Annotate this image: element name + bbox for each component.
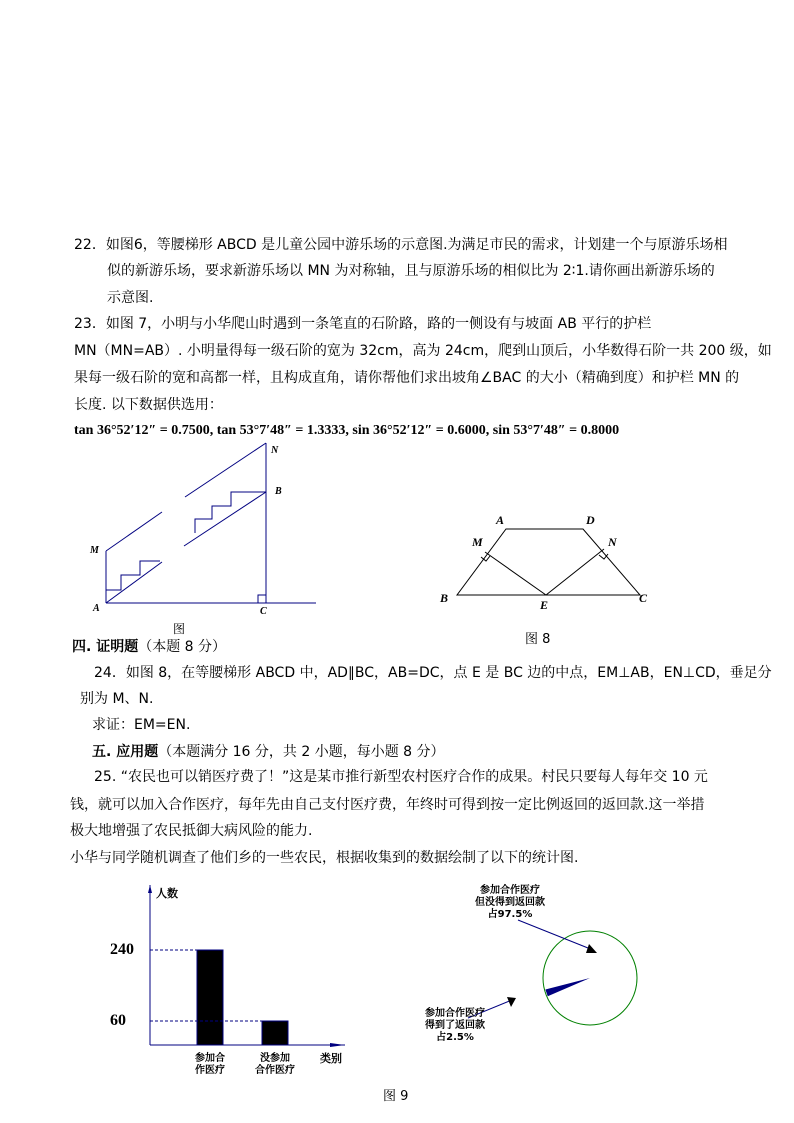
label-c: C (639, 591, 648, 605)
section-4-title: 四. 证明题 (72, 639, 139, 655)
pie-slice-2-5 (545, 978, 590, 996)
label-e: E (540, 598, 549, 612)
q23-line4: 长度. 以下数据供选用： (74, 397, 223, 413)
y-tick-label: 240 (110, 941, 134, 958)
pie-label-97-5: 参加合作医疗 但没得到返回款 占97.5% (475, 885, 545, 920)
q23-line3: 果每一级石阶的宽和高都一样，且构成直角，请你帮他们求出坡角∠BAC 的大小（精确到度）和护栏 MN 的 (74, 370, 740, 386)
label-n: N (608, 535, 617, 549)
q25-line2: 钱，就可以加入合作医疗，每年先由自己支付医疗费，年终时可得到按一定比例返回的返回款.这一举措 (70, 797, 705, 813)
label-a: A (93, 603, 100, 614)
label-m: M (472, 535, 483, 549)
q23-line1: 23．如图 7，小明与小华爬山时遇到一条笔直的石阶路，路的一侧设有与坡面 AB 平行的护栏 (74, 316, 652, 332)
q23-line2: MN（MN=AB）. 小明量得每一级石阶的宽为 32cm，高为 24cm，爬到山顶后，小华数得石阶一共 200 级，如 (74, 343, 772, 359)
label-d: D (586, 513, 595, 527)
x-axis-label: 类别 (320, 1052, 342, 1065)
section-4-note: （本题 8 分） (138, 639, 227, 655)
category-label: 没参加 合作医疗 (255, 1053, 295, 1076)
label-n: N (271, 445, 279, 456)
pie-label-2-5: 参加合作医疗 得到了返回款 占2.5% (425, 1008, 485, 1043)
q24-line1: 24．如图 8，在等腰梯形 ABCD 中，AD∥BC，AB=DC，点 E 是 BC 边的中点，EM⊥AB，EN⊥CD，垂足分 (94, 665, 772, 681)
label-c: C (260, 606, 267, 617)
fig7-caption: 图 (173, 622, 186, 636)
label-a: A (496, 513, 505, 527)
x-axis-arrow (330, 1043, 345, 1047)
fig8-caption: 图 8 (525, 632, 551, 647)
leader-arrow (586, 944, 597, 953)
bar-1 (262, 1021, 288, 1045)
fig9-caption: 图 9 (383, 1089, 409, 1104)
section-5-note: （本题满分 16 分，共 2 小题，每小题 8 分） (158, 744, 445, 760)
y-axis-label: 人数 (156, 887, 178, 900)
q22-line2: 似的新游乐场，要求新游乐场以 MN 为对称轴，且与原游乐场的相似比为 2∶1.请你画出新游乐场的 (107, 263, 715, 279)
q24-line2: 别为 M、N. (80, 691, 154, 707)
q22-line3: 示意图. (107, 290, 154, 306)
q25-line4: 小华与同学随机调查了他们乡的一些农民，根据收集到的数据绘制了以下的统计图. (70, 850, 579, 866)
label-m: M (90, 545, 99, 556)
y-axis-arrow (148, 885, 152, 893)
bar-0 (197, 950, 223, 1045)
category-label: 参加合 作医疗 (195, 1053, 225, 1076)
q24-line3: 求证：EM=EN. (92, 717, 191, 733)
label-b: B (440, 591, 449, 605)
q25-line3: 极大地增强了农民抵御大病风险的能力. (70, 823, 313, 839)
q25-line1: 25. “农民也可以销医疗费了！”这是某市推行新型农村医疗合作的成果。村民只要每人每年交 10 元 (94, 769, 708, 785)
trig-values: tan 36°52′12″ = 0.7500, tan 53°7′48″ = 1.3333, sin 36°52′12″ = 0.6000, sin 53°7′48″ = 0.8000 (74, 423, 620, 438)
y-tick-label: 60 (110, 1012, 126, 1029)
label-b: B (275, 486, 282, 497)
section-5-title: 五. 应用题 (92, 744, 159, 760)
q22-line1: 22．如图6，等腰梯形 ABCD 是儿童公园中游乐场的示意图.为满足市民的需求，计划建一个与原游乐场相 (74, 237, 728, 253)
